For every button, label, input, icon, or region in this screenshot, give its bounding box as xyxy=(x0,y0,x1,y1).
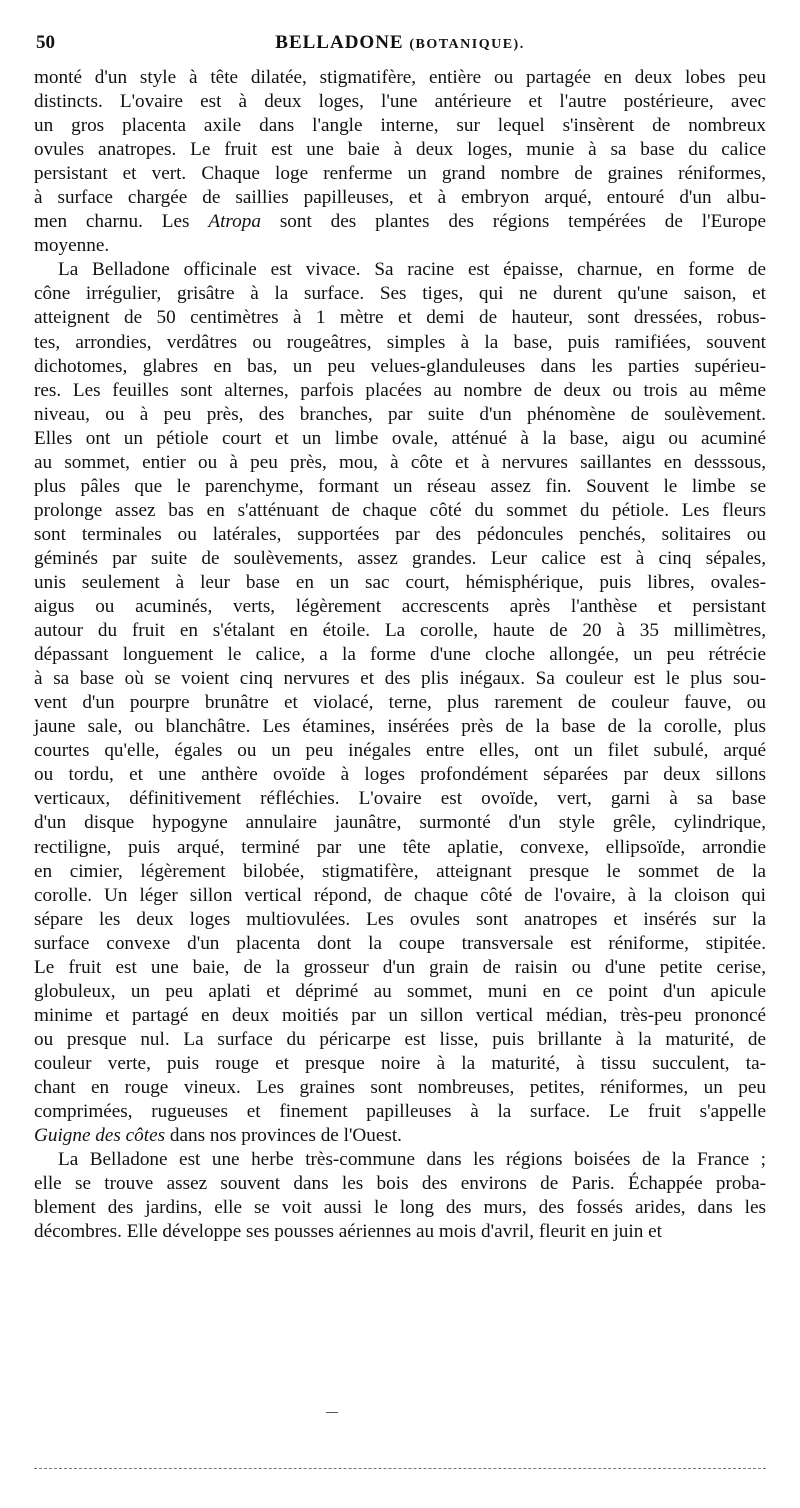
running-title-subtitle: (BOTANIQUE). xyxy=(409,37,525,52)
text-line: tes, arrondies, verdâtres ou rougeâtres, simples à la base, puis ramifiées, souvent xyxy=(34,331,766,353)
text-line: chant en rouge vineux. Les graines sont nombreuses, petites, réniformes, un peu xyxy=(34,1076,766,1098)
text-line: Elles ont un pétiole court et un limbe ovale, atténué à la base, aigu ou acuminé xyxy=(34,427,766,449)
text-line: elle se trouve assez souvent dans les bois des environs de Paris. Échappée proba- xyxy=(34,1173,766,1195)
text-line: moyenne. xyxy=(34,235,110,257)
text-line: autour du fruit en s'étalant en étoile. La corolle, haute de 20 à 35 millimètres, xyxy=(34,620,766,642)
text-line: couleur verte, puis rouge et presque noire à la maturité, à tissu succulent, ta- xyxy=(34,1052,766,1074)
text-line: décombres. Elle développe ses pousses aériennes au mois d'avril, fleurit en juin et xyxy=(34,1221,662,1243)
text-line: géminés par suite de soulèvements, assez grandes. Leur calice est à cinq sépales, xyxy=(34,547,766,569)
text-line: comprimées, rugueuses et finement papilleuses à la surface. Le fruit s'appelle xyxy=(34,1101,766,1123)
text-line: jaune sale, ou blanchâtre. Les étamines, insérées près de la base de la corolle, plus xyxy=(34,716,766,738)
text-line: verticaux, définitivement réfléchies. L'ovaire est ovoïde, vert, garni à sa base xyxy=(34,788,766,810)
text-line: aigus ou acuminés, verts, légèrement accrescents après l'anthèse et persistant xyxy=(34,596,766,618)
text-line: persistant et vert. Chaque loge renferme un grand nombre de graines réniformes, xyxy=(34,163,766,185)
text-line: en cimier, légèrement bilobée, stigmatifère, atteignant presque le sommet de la xyxy=(34,860,766,882)
text-line: atteignent de 50 centimètres à 1 mètre et demi de hauteur, sont dressées, robus- xyxy=(34,307,766,329)
text-line: rectiligne, puis arqué, terminé par une tête aplatie, convexe, ellipsoïde, arrondie xyxy=(34,836,766,858)
text-line: ou tordu, et une anthère ovoïde à loges profondément séparées par deux sillons xyxy=(34,764,766,786)
body-text xyxy=(34,66,766,1244)
text-line: sont terminales ou latérales, supportées par des pédoncules penchés, solitaires ou xyxy=(34,523,766,545)
text-line: Guigne des côtes dans nos provinces de l'Ouest. xyxy=(34,1125,402,1147)
dash-mark xyxy=(326,1412,338,1413)
text-line: niveau, ou à peu près, des branches, par suite d'un phénomène de soulèvement. xyxy=(34,403,766,425)
text-line: d'un disque hypogyne annulaire jaunâtre, surmonté d'un style grêle, cylindrique, xyxy=(34,812,766,834)
text-line: vent d'un pourpre brunâtre et violacé, terne, plus rarement de couleur fauve, ou xyxy=(34,692,766,714)
paragraph xyxy=(34,258,766,1148)
text-line: sépare les deux loges multiovulées. Les ovules sont anatropes et insérés sur la xyxy=(34,908,766,930)
text-line: men charnu. Les Atropa sont des plantes des régions tempérées de l'Europe xyxy=(34,211,766,233)
running-title-main: BELLADONE xyxy=(275,32,404,53)
text-line: ovules anatropes. Le fruit est une baie à deux loges, munie à sa base du calice xyxy=(34,139,766,161)
text-line: monté d'un style à tête dilatée, stigmatifère, entière ou partagée en deux lobes peu xyxy=(34,67,766,88)
text-line: prolonge assez bas en s'atténuant de chaque côté du sommet du pétiole. Les fleurs xyxy=(34,499,766,521)
footer-rule xyxy=(34,1468,766,1469)
text-line: res. Les feuilles sont alternes, parfois placées au nombre de deux ou trois au même xyxy=(34,379,766,401)
text-line: au sommet, entier ou à peu près, mou, à côte et à nervures saillantes en desssous, xyxy=(34,451,766,473)
text-line: minime et partagé en deux moitiés par un sillon vertical médian, très-peu prononcé xyxy=(34,1004,766,1026)
text-line: plus pâles que le parenchyme, formant un réseau assez fin. Souvent le limbe se xyxy=(34,475,766,497)
text-line: globuleux, un peu aplati et déprimé au sommet, muni en ce point d'un apicule xyxy=(34,980,766,1002)
text-line: à sa base où se voient cinq nervures et des plis inégaux. Sa couleur est le plus sou- xyxy=(34,668,766,690)
text-line: unis seulement à leur base en un sac court, hémisphérique, puis libres, ovales- xyxy=(34,571,766,593)
page-header xyxy=(36,32,764,58)
text-line: dépassant longuement le calice, a la forme d'une cloche allongée, un peu rétrécie xyxy=(34,644,766,666)
text-line: courtes qu'elle, égales ou un peu inégales entre elles, ont un filet subulé, arqué xyxy=(34,740,766,762)
text-line: La Belladone est une herbe très-commune dans les régions boisées de la France ; xyxy=(58,1149,766,1171)
text-line: surface convexe d'un placenta dont la coupe transversale est réniforme, stipitée. xyxy=(34,932,766,954)
running-title xyxy=(36,32,764,54)
paragraph xyxy=(34,66,766,258)
page-number: 50 xyxy=(36,32,55,53)
text-line: ou presque nul. La surface du péricarpe est lisse, puis brillante à la maturité, de xyxy=(34,1028,766,1050)
text-line: un gros placenta axile dans l'angle interne, sur lequel s'insèrent de nombreux xyxy=(34,115,766,137)
text-line: corolle. Un léger sillon vertical répond, de chaque côté de l'ovaire, à la cloison qui xyxy=(34,884,766,906)
text-line: cône irrégulier, grisâtre à la surface. Ses tiges, qui ne durent qu'une saison, et xyxy=(34,283,766,305)
text-line: La Belladone officinale est vivace. Sa racine est épaisse, charnue, en forme de xyxy=(58,259,766,281)
text-line: blement des jardins, elle se voit aussi le long des murs, des fossés arides, dans les xyxy=(34,1197,766,1219)
text-line: à surface chargée de saillies papilleuses, et à embryon arqué, entouré d'un albu- xyxy=(34,187,766,209)
text-line: Le fruit est une baie, de la grosseur d'un grain de raisin ou d'une petite cerise, xyxy=(34,956,766,978)
paragraph xyxy=(34,1148,766,1244)
text-line: distincts. L'ovaire est à deux loges, l'une antérieure et l'autre postérieure, avec xyxy=(34,91,766,113)
text-line: dichotomes, glabres en bas, un peu velues-glanduleuses dans les parties supérieu- xyxy=(34,355,766,377)
